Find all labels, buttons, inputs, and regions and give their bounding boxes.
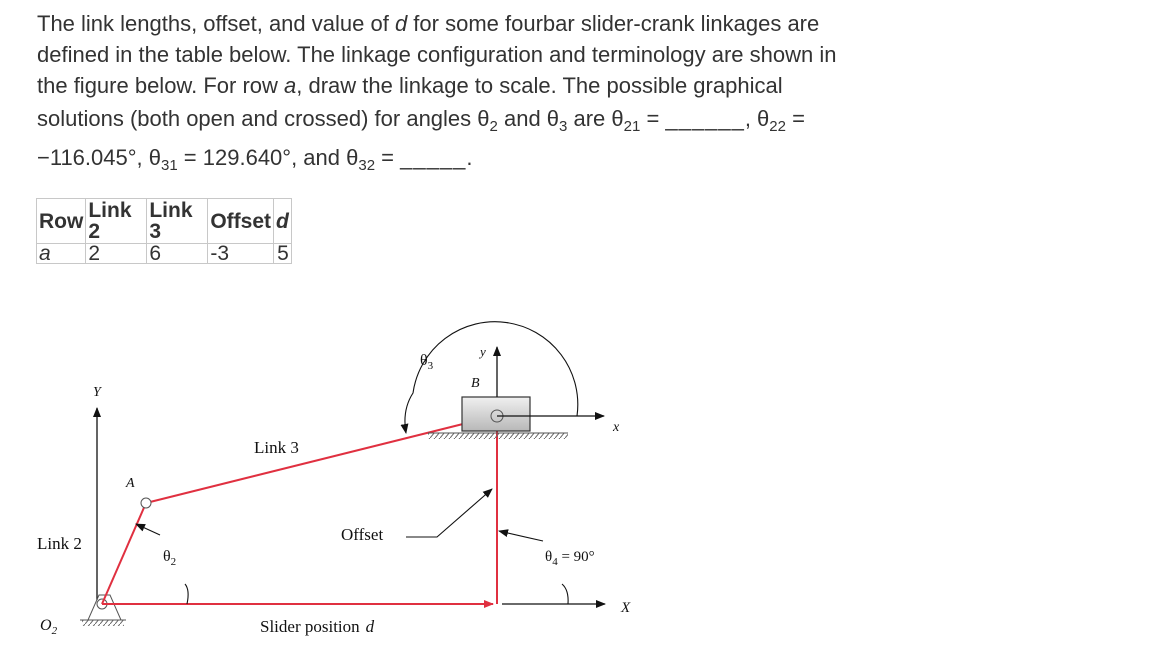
question-text-span: and θ [497, 106, 560, 131]
slider-position-var: d [365, 617, 375, 636]
question-text-span: solutions (both open and crossed) for angles θ [37, 106, 490, 131]
label-link2: Link 2 [37, 534, 82, 553]
slider-ground-hatch [428, 433, 568, 439]
question-text-span: , draw the linkage to scale. The possible graphical [296, 73, 783, 98]
offset-leader [406, 489, 492, 537]
theta3-subscript: 3 [427, 360, 434, 372]
theta4-arc [562, 584, 568, 604]
theta4-value: = 90° [557, 549, 595, 565]
label-y-global: Y [93, 385, 101, 400]
label-link3: Link 3 [254, 438, 299, 457]
origin-letter: O [40, 617, 52, 634]
subscript: 3 [559, 118, 568, 135]
origin-subscript: 2 [51, 625, 58, 637]
label-theta4 [545, 549, 595, 568]
cell-link3: 6 [147, 244, 208, 264]
theta4-symbol: θ [545, 549, 553, 565]
cell-d: 5 [274, 244, 292, 264]
question-line-2: defined in the table below. The linkage configuration and terminology are shown in [37, 42, 837, 67]
question-text-span: for some fourbar slider-crank linkages are [407, 11, 820, 36]
question-text-span: = 129.640°, and θ [177, 145, 359, 170]
header-offset: Offset [208, 199, 274, 244]
header-link3-line2: 3 [149, 220, 162, 243]
header-link2-line2: 2 [88, 220, 101, 243]
cell-offset: -3 [208, 244, 274, 264]
subscript: 21 [623, 118, 641, 135]
label-theta2 [163, 548, 176, 568]
label-slider-position [260, 617, 375, 636]
header-row: Row [37, 199, 86, 244]
theta2-subscript: 2 [170, 556, 177, 568]
theta4-arrow [499, 531, 543, 541]
label-theta3 [420, 352, 434, 372]
theta2-arc [185, 584, 188, 604]
slider-block [462, 397, 530, 431]
label-point-a: A [126, 476, 135, 491]
header-link3-line1: Link [149, 199, 193, 222]
label-point-b: B [471, 376, 480, 391]
link3-line [146, 416, 495, 503]
question-text-span: are θ [567, 106, 624, 131]
link2-line [102, 503, 146, 604]
theta4-subscript: 4 [552, 556, 558, 568]
subscript: 2 [489, 118, 498, 135]
answer-blank-theta32: _____. [400, 145, 474, 170]
answer-blank-theta21: ______ [665, 106, 745, 131]
question-text-span: , θ [744, 106, 770, 131]
question-text-span: = [375, 145, 401, 170]
theta3-symbol: θ [420, 352, 428, 369]
label-offset: Offset [341, 525, 384, 544]
header-d: d [274, 199, 292, 244]
pin-a [141, 498, 151, 508]
theta2-arrow [136, 524, 160, 535]
label-x-global: X [621, 600, 631, 616]
cell-row: a [37, 244, 86, 264]
subscript: 31 [161, 157, 178, 174]
label-o2 [40, 617, 58, 637]
header-link2-line1: Link [88, 199, 132, 222]
slider-position-text: Slider position [260, 617, 360, 636]
variable-d: d [394, 11, 408, 36]
label-x-local: x [613, 420, 620, 435]
question-text-span: the figure below. For row [37, 73, 285, 98]
cell-link2: 2 [86, 244, 147, 264]
label-y-local: y [480, 344, 486, 359]
question-text-span: The link lengths, offset, and value of [37, 11, 395, 36]
question-text-span: −116.045°, θ [37, 145, 161, 170]
variable-a: a [284, 73, 297, 98]
theta2-symbol: θ [163, 548, 171, 565]
subscript: 32 [358, 157, 376, 174]
question-text-span: = [640, 106, 666, 131]
subscript: 22 [769, 118, 786, 135]
question-text-span: = [785, 106, 805, 131]
